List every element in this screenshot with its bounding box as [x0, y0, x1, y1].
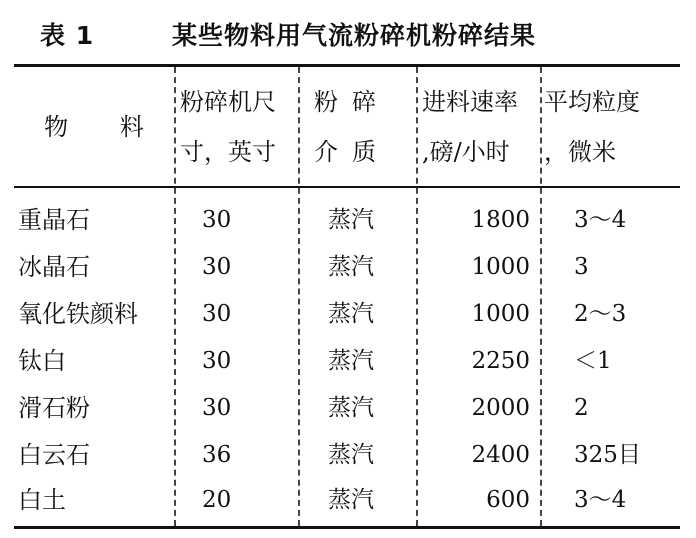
header-line: 寸，英寸	[180, 137, 276, 166]
size-cell: 30	[202, 207, 232, 233]
header-rule	[14, 186, 680, 188]
header-line: 平均粒度	[544, 87, 640, 116]
table-row	[14, 431, 680, 479]
rate-cell: 2250	[471, 348, 530, 374]
medium-cell: 蒸汽	[328, 254, 374, 280]
material-cell: 冰晶石	[18, 253, 90, 281]
table-row	[14, 337, 680, 385]
material-cell: 氧化铁颜料	[18, 300, 138, 328]
size-cell: 30	[202, 395, 232, 421]
table-number: 表 1	[40, 21, 95, 50]
table-row	[14, 384, 680, 432]
header-medium	[298, 67, 432, 186]
bottom-rule	[14, 526, 680, 529]
material-cell: 白土	[18, 486, 66, 514]
particle-cell: 3～4	[574, 207, 627, 233]
medium-cell: 蒸汽	[328, 442, 374, 468]
rate-cell: 2000	[471, 395, 530, 421]
header-line: ,磅/小时	[422, 137, 510, 166]
particle-cell: 325目	[574, 442, 641, 468]
header-mill-size	[174, 67, 304, 186]
header-line: 粉碎	[314, 87, 390, 116]
rate-cell: 1000	[471, 301, 530, 327]
size-cell: 20	[202, 487, 232, 513]
table-row	[14, 476, 680, 524]
table-row	[14, 243, 680, 291]
table-row	[14, 196, 680, 244]
table-caption	[40, 14, 536, 54]
medium-cell: 蒸汽	[328, 207, 374, 233]
size-cell: 30	[202, 254, 232, 280]
header-particle-size	[540, 67, 684, 186]
header-material	[14, 67, 174, 186]
table-row	[14, 290, 680, 338]
rate-cell: 600	[486, 487, 530, 513]
medium-cell: 蒸汽	[328, 487, 374, 513]
particle-cell: ＜1	[574, 348, 612, 374]
particle-cell: 2～3	[574, 301, 627, 327]
material-cell: 重晶石	[18, 206, 90, 234]
material-cell: 滑石粉	[18, 394, 90, 422]
header-line: ，微米	[544, 137, 616, 166]
size-cell: 30	[202, 301, 232, 327]
medium-cell: 蒸汽	[328, 301, 374, 327]
particle-cell: 3～4	[574, 487, 627, 513]
size-cell: 30	[202, 348, 232, 374]
rate-cell: 1000	[471, 254, 530, 280]
particle-cell: 3	[574, 254, 589, 280]
header-feed-rate	[416, 67, 546, 186]
material-cell: 白云石	[18, 441, 90, 469]
size-cell: 36	[202, 442, 232, 468]
material-cell: 钛白	[18, 347, 66, 375]
medium-cell: 蒸汽	[328, 348, 374, 374]
header-line: 物 料	[44, 112, 166, 141]
rate-cell: 1800	[471, 207, 530, 233]
header-line: 粉碎机尺	[180, 87, 276, 116]
header-line: 介质	[314, 137, 390, 166]
particle-cell: 2	[574, 395, 589, 421]
table-title: 某些物料用气流粉碎机粉碎结果	[172, 21, 537, 50]
header-line: 进料速率	[422, 87, 518, 116]
rate-cell: 2400	[471, 442, 530, 468]
medium-cell: 蒸汽	[328, 395, 374, 421]
